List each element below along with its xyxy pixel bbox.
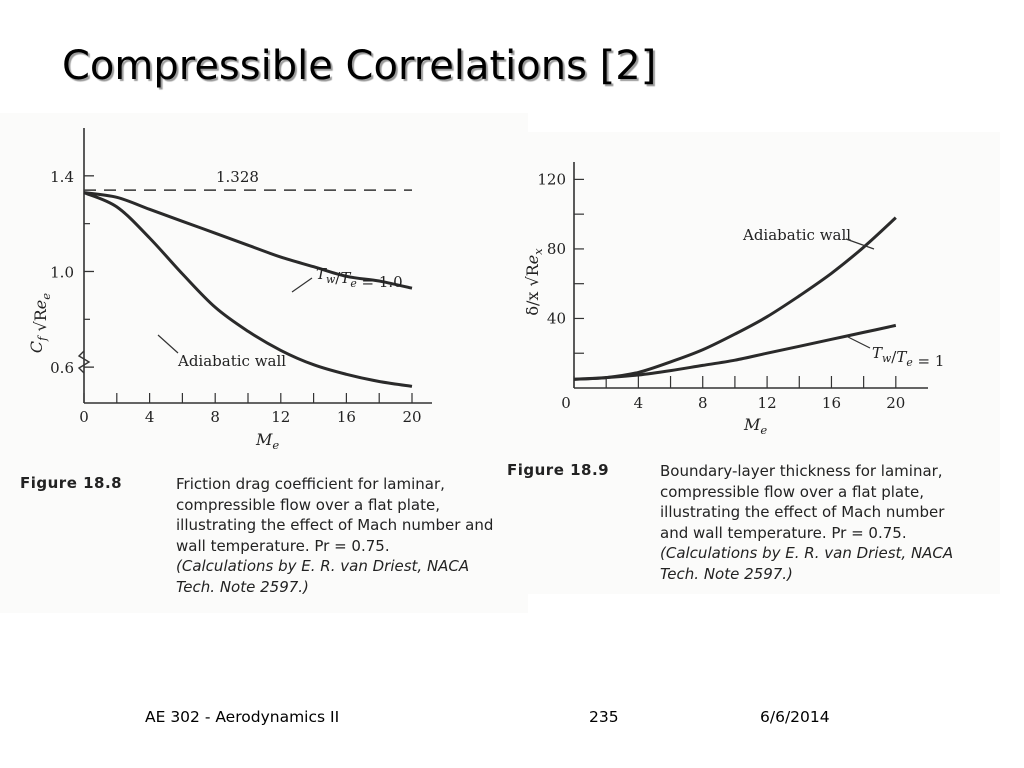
- y-tick-label: 80: [546, 239, 566, 258]
- series-leader-line: [158, 335, 178, 353]
- caption-line: illustrating the effect of Mach number: [660, 503, 945, 521]
- figure-18-9-chart: [523, 132, 1000, 452]
- figure-18-8-label: Figure 18.8: [20, 474, 123, 492]
- y-tick-label: 1.0: [50, 263, 74, 282]
- x-tick-label: 0: [79, 408, 89, 426]
- caption-citation-line: (Calculations by E. R. van Driest, NACA: [176, 557, 470, 575]
- series-label-tw-te: $T_w/T_e = 1.0$: [316, 265, 403, 291]
- caption-citation-line: Tech. Note 2597.): [176, 577, 309, 596]
- x-tick-label: 12: [271, 408, 291, 426]
- series-label-adiabatic: Adiabatic wall: [178, 352, 287, 370]
- figure-18-9-caption: [660, 461, 953, 584]
- x-tick-label: 16: [336, 408, 356, 426]
- footer-page-number: 235: [589, 708, 619, 726]
- series-leader-line: [848, 337, 870, 348]
- figure-18-8-chart: [0, 113, 528, 463]
- y-axis-label: δ/x $√Re_x$: [523, 248, 545, 316]
- y-tick-label: 1.4: [50, 167, 74, 186]
- y-tick-label: 0.6: [50, 359, 74, 378]
- figure-18-9-label: Figure 18.9: [507, 461, 610, 479]
- x-tick-label: 12: [757, 394, 777, 412]
- caption-line: Boundary-layer thickness for laminar,: [660, 462, 943, 480]
- footer-course: AE 302 - Aerodynamics II: [145, 708, 340, 726]
- x-tick-label: 16: [821, 394, 842, 412]
- slide-title: Compressible Correlations [2]: [62, 43, 657, 89]
- footer-date: 6/6/2014: [760, 708, 830, 726]
- x-axis-label: $M_e$: [744, 415, 768, 437]
- caption-citation-line: (Calculations by E. R. van Driest, NACA: [660, 544, 954, 562]
- x-tick-label: 8: [210, 408, 220, 426]
- y-axis-label: $C_f$ $√Re_e$: [27, 292, 53, 354]
- x-tick-label: 0: [561, 394, 571, 412]
- y-tick-label: 120: [537, 170, 566, 189]
- caption-line: and wall temperature. Pr = 0.75.: [660, 523, 907, 542]
- x-tick-label: 4: [633, 394, 644, 412]
- series-label-tw-te: $T_w/T_e = 1$: [872, 344, 945, 370]
- caption-line: wall temperature. Pr = 0.75.: [176, 536, 390, 555]
- x-tick-label: 8: [697, 394, 708, 412]
- x-tick-label: 20: [402, 408, 422, 426]
- caption-line: compressible flow over a flat plate,: [660, 482, 924, 501]
- series-leader-line: [292, 278, 312, 292]
- x-axis-label: $M_e$: [256, 430, 280, 452]
- caption-line: illustrating the effect of Mach number and: [176, 516, 494, 534]
- caption-line: Friction drag coefficient for laminar,: [176, 475, 445, 493]
- caption-line: compressible flow over a flat plate,: [176, 495, 440, 514]
- y-tick-label: 40: [546, 309, 566, 328]
- x-tick-label: 20: [886, 394, 906, 412]
- series-label-adiabatic: Adiabatic wall: [743, 226, 852, 244]
- caption-citation-line: Tech. Note 2597.): [660, 564, 793, 583]
- figure-18-8-caption: [176, 474, 493, 597]
- x-tick-label: 4: [144, 408, 155, 426]
- reference-line-label: 1.328: [216, 168, 259, 187]
